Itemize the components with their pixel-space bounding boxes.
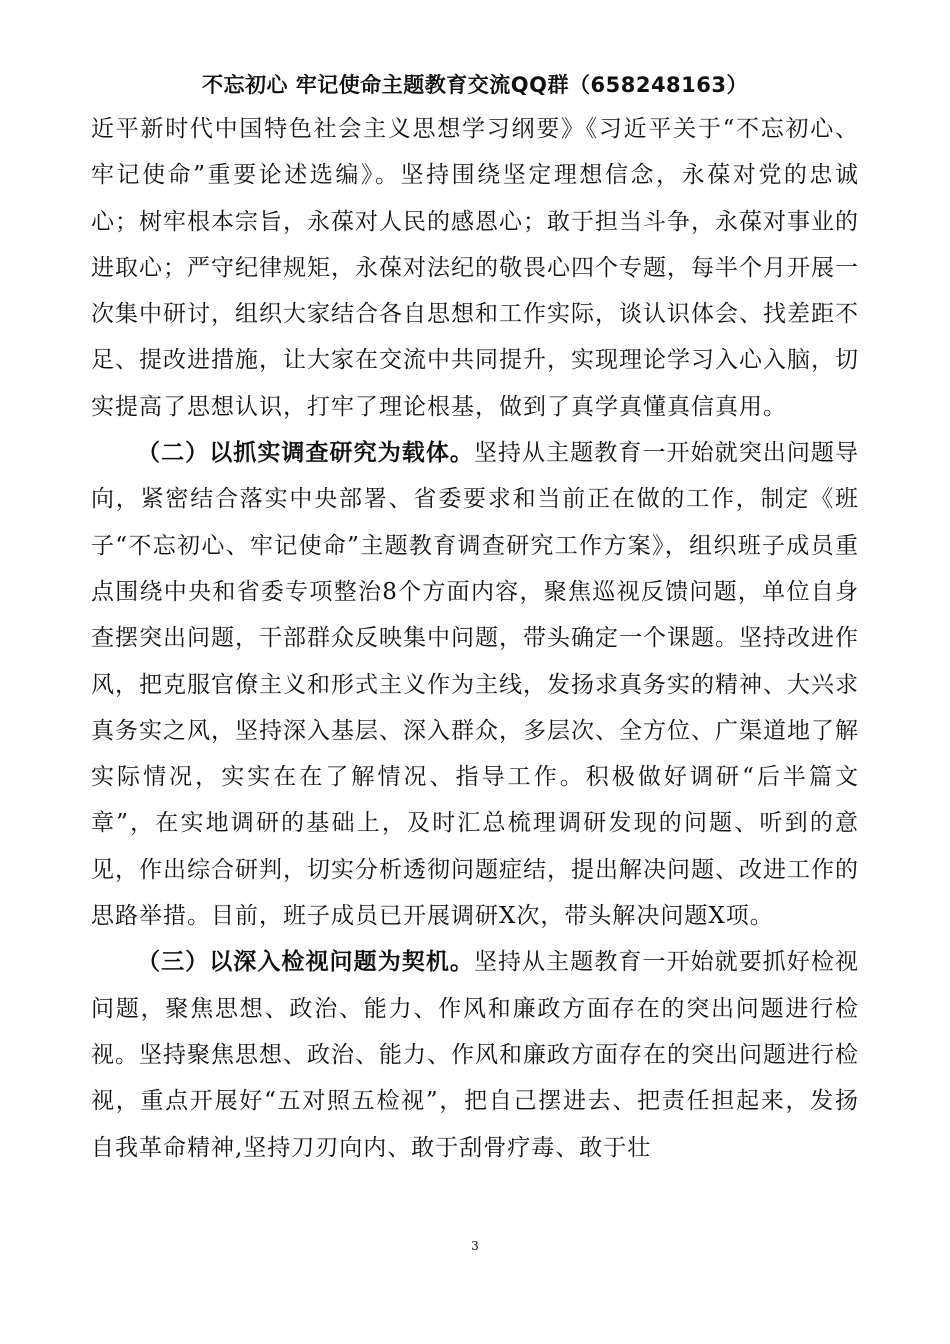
document-body xyxy=(91,106,859,1171)
section-3-heading: （三）以深入检视问题为契机。 xyxy=(137,949,474,976)
section-2-heading: （二）以抓实调查研究为载体。 xyxy=(137,440,474,467)
page-number: 3 xyxy=(471,1239,479,1253)
section-3-text: 坚持从主题教育一开始就要抓好检视问题，聚焦思想、政治、能力、作风和廉政方面存在的突出问题进行检视。坚持聚焦思想、政治、能力、作风和廉政方面存在的突出问题进行检视，重点开展好“五对照五检视”，把自己摆进去、把责任担起来，发扬自我革命精神,坚持刀刃向内、敢于刮骨疗毒、敢于壮 xyxy=(91,949,860,1161)
paragraph-section-3 xyxy=(91,939,859,1170)
section-2-text: 坚持从主题教育一开始就突出问题导向，紧密结合落实中央部署、省委要求和当前正在做的工作，制定《班子“不忘初心、牢记使命”主题教育调查研究工作方案》，组织班子成员重点围绕中央和省委专项整治8个方面内容，聚焦巡视反馈问题，单位自身查摆突出问题，干部群众反映集中问题，带头确定一个课题。坚持改进作风，把克服官僚主义和形式主义作为主线，发扬求真务实的精神、大兴求真务实之风，坚持深入基层、深入群众，多层次、全方位、广渠道地了解实际情况，实实在在了解情况、指导工作。积极做好调研“后半篇文章”，在实地调研的基础上，及时汇总梳理调研发现的问题、听到的意见，作出综合研判，切实分析透彻问题症结，提出解决问题、改进工作的思路举措。目前，班子成员已开展调研X次，带头解决问题X项。 xyxy=(91,440,860,930)
paragraph-section-2 xyxy=(91,430,859,939)
paragraph-continuation: 近平新时代中国特色社会主义思想学习纲要》《习近平关于“不忘初心、牢记使命”重要论述选编》。坚持围绕坚定理想信念，永葆对党的忠诚心；树牢根本宗旨，永葆对人民的感恩心；敢于担当斗争，永葆对事业的进取心；严守纪律规矩，永葆对法纪的敬畏心四个专题，每半个月开展一次集中研讨，组织大家结合各自思想和工作实际，谈认识体会、找差距不足、提改进措施，让大家在交流中共同提升，实现理论学习入心入脑，切实提高了思想认识，打牢了理论根基，做到了真学真懂真信真用。 xyxy=(91,116,859,420)
page-header-title: 不忘初心 牢记使命主题教育交流QQ群（658248163） xyxy=(201,73,749,97)
